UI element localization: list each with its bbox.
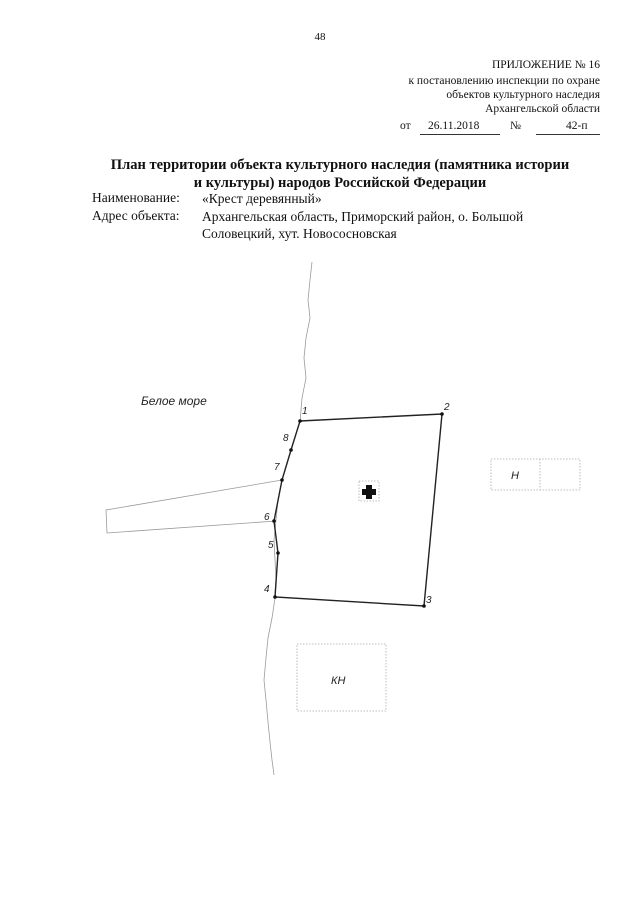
vertex-point: [276, 551, 280, 555]
address-line: Соловецкий, хут. Новососновская: [202, 226, 397, 241]
vertex-label: 2: [444, 402, 450, 413]
building-n: [491, 459, 580, 490]
vertex-label: 4: [264, 584, 270, 595]
date-prefix: от: [400, 120, 411, 132]
vertex-label: 6: [264, 512, 270, 523]
appendix-title: ПРИЛОЖЕНИЕ № 16: [491, 59, 600, 71]
title-line: и культуры) народов Российской Федерации: [193, 175, 487, 191]
vertex-label: 5: [268, 540, 274, 551]
address-label: Адрес объекта:: [92, 208, 180, 223]
cross-icon: [359, 481, 379, 501]
vertex-point: [289, 448, 293, 452]
boundary-vertices: [272, 412, 444, 608]
pier-outline: [106, 480, 282, 533]
address-line: Архангельская область, Приморский район, о. Большой: [202, 209, 524, 224]
title-line: План территории объекта культурного наследия (памятника истории: [110, 157, 570, 173]
vertex-label: 3: [426, 595, 432, 606]
vertex-point: [272, 519, 276, 523]
territory-boundary: [274, 414, 442, 606]
page-number: 48: [314, 31, 326, 43]
sea-label: Белое море: [141, 394, 207, 408]
vertex-label: 7: [274, 462, 280, 473]
vertex-point: [298, 419, 302, 423]
number-prefix: №: [510, 120, 521, 132]
coastline: [264, 262, 312, 775]
vertex-label: 1: [302, 406, 308, 417]
appendix-line: объектов культурного наследия: [446, 89, 600, 101]
vertex-label: 8: [283, 433, 289, 444]
building-kn: [297, 644, 386, 711]
vertex-point: [273, 595, 277, 599]
appendix-line: к постановлению инспекции по охране: [408, 75, 600, 87]
document-date: 26.11.2018: [428, 120, 480, 132]
document-number: 42-п: [566, 120, 588, 132]
building-label-n: Н: [511, 470, 519, 482]
building-label-kn: КН: [331, 675, 346, 687]
name-label: Наименование:: [92, 190, 180, 205]
name-value: «Крест деревянный»: [202, 191, 322, 206]
vertex-point: [280, 478, 284, 482]
appendix-line: Архангельской области: [485, 103, 600, 115]
